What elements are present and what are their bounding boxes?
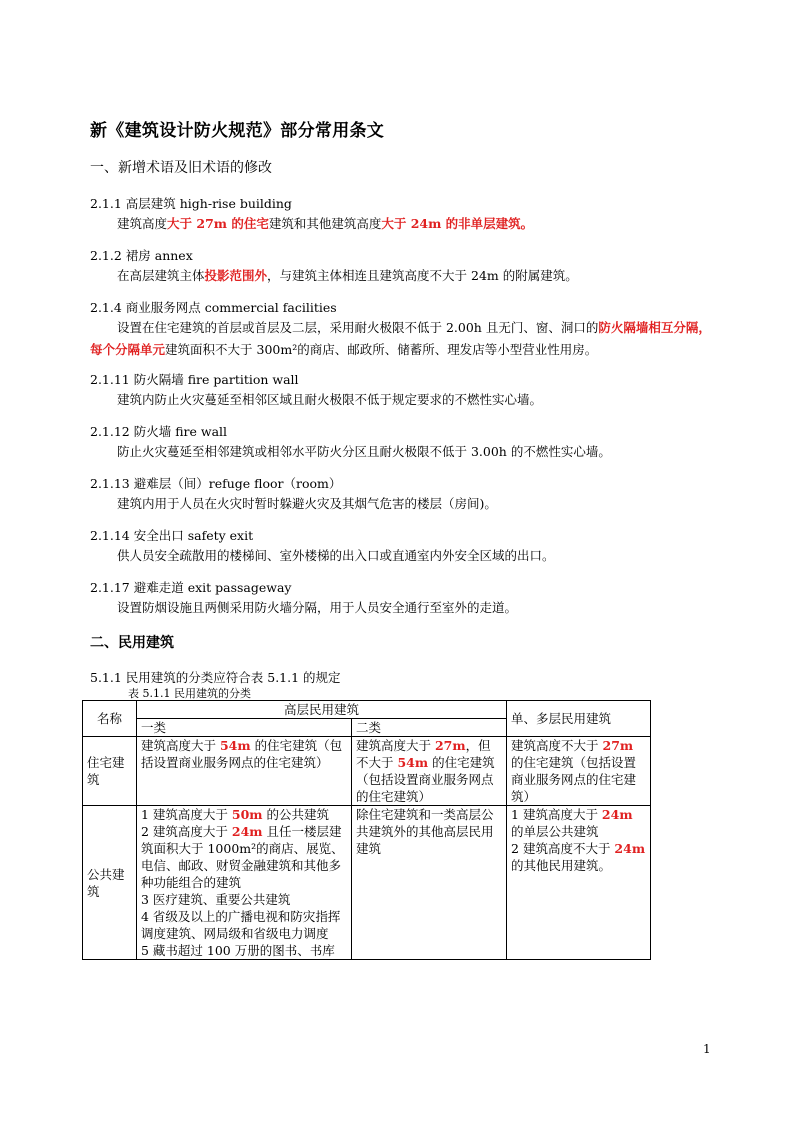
section-heading-civil-buildings: 二、民用建筑 (90, 635, 174, 651)
text-run: 设置防烟设施且两侧采用防火墙分隔，用于人员安全通行至室外的走道。 (117, 600, 518, 615)
row-name-residential: 住宅建筑 (83, 737, 137, 806)
term-heading: 2.1.1 高层建筑 high-rise building (90, 196, 292, 211)
emphasis-text: 27m (602, 738, 634, 753)
term-definition (90, 317, 720, 361)
term-heading: 2.1.13 避难层（间）refuge floor（room） (90, 476, 342, 491)
term-entry (90, 247, 720, 287)
text-run: 设置在住宅建筑的首层或首层及二层，采用耐火极限不低于 2.00h 且无门、窗、洞口的 (117, 320, 599, 335)
term-heading: 2.1.11 防火隔墙 fire partition wall (90, 372, 299, 387)
term-heading: 2.1.2 裙房 annex (90, 248, 193, 263)
cell-class1 (137, 806, 352, 960)
emphasis-text: 54m (397, 755, 429, 770)
text-run: ，与建筑主体相连且建筑高度不大于 24m 的附属建筑。 (267, 268, 578, 283)
emphasis-text: 投影范围外 (204, 268, 268, 283)
table-row (83, 737, 651, 806)
term-definition (90, 545, 720, 567)
text-run: 建筑高度大于 (356, 738, 435, 753)
table-row (83, 806, 651, 960)
text-run: 建筑内防止火灾蔓延至相邻区域且耐火极限不低于规定要求的不燃性实心墙。 (117, 392, 543, 407)
cell-line (141, 806, 347, 823)
text-run: 除住宅建筑和一类高层公共建筑外的其他高层民用建筑 (356, 807, 494, 856)
term-entry (90, 579, 720, 619)
section-heading-terms: 一、新增术语及旧术语的修改 (90, 160, 272, 176)
cell-class2 (352, 737, 507, 806)
text-run: 1 建筑高度大于 (511, 807, 602, 822)
text-run: 的公共建筑 (262, 807, 330, 822)
text-run: 建筑内用于人员在火灾时暂时躲避火灾及其烟气危害的楼层（房间)。 (117, 496, 497, 511)
term-definition (90, 389, 720, 411)
text-run: 防止火灾蔓延至相邻建筑或相邻水平防火分区且耐火极限不低于 3.00h 的不燃性实心墙。 (117, 444, 611, 459)
term-heading: 2.1.17 避难走道 exit passageway (90, 580, 292, 595)
emphasis-text: 54m (219, 738, 251, 753)
row-name-public: 公共建筑 (83, 806, 137, 960)
cell-line (141, 891, 347, 908)
classification-table (82, 700, 651, 960)
emphasis-text: 24m (231, 824, 263, 839)
page-number: 1 (703, 1042, 711, 1056)
cell-line (141, 823, 347, 891)
emphasis-text: 大于 24m 的非单层建筑。 (381, 216, 534, 231)
term-entry (90, 299, 720, 361)
cell-class1 (137, 737, 352, 806)
text-run: 供人员安全疏散用的楼梯间、室外楼梯的出入口或直通室内外安全区域的出口。 (117, 548, 555, 563)
text-run: 的住宅建筑（包括设置商业服务网点的住宅建筑） (356, 755, 495, 804)
text-run: 建筑高度 (117, 216, 168, 231)
term-definition (90, 213, 720, 235)
emphasis-text: 24m (601, 807, 633, 822)
text-run: 的住宅建筑（包括设置商业服务网点的住宅建筑） (141, 738, 343, 770)
term-entry (90, 371, 720, 411)
term-entry (90, 423, 720, 463)
text-run: 建筑高度大于 (141, 738, 220, 753)
text-run: 的住宅建筑（包括设置商业服务网点的住宅建筑） (511, 755, 637, 804)
term-definition (90, 597, 720, 619)
cell-low-multi (507, 806, 651, 960)
header-class2: 二类 (352, 719, 507, 737)
term-definition (90, 441, 720, 463)
term-definition (90, 493, 720, 515)
term-definition (90, 265, 720, 287)
term-entry (90, 527, 720, 567)
header-name: 名称 (83, 701, 137, 737)
table-caption: 表 5.1.1 民用建筑的分类 (128, 687, 251, 700)
cell-line (511, 806, 646, 840)
text-run: 且任一楼层建筑面积大于 1000m²的商店、展览、电信、邮政、财贸金融建筑和其他多种功能组合的建筑 (141, 824, 344, 890)
cell-line (141, 908, 347, 942)
cell-line (511, 840, 646, 874)
term-heading: 2.1.4 商业服务网点 commercial facilities (90, 300, 337, 315)
header-class1: 一类 (137, 719, 352, 737)
cell-low-multi (507, 737, 651, 806)
emphasis-text: 防火隔墙相互分隔，每个分隔单元 (90, 320, 711, 357)
text-run: 2 建筑高度大于 (141, 824, 232, 839)
text-run: 5 藏书超过 100 万册的图书、书库 (141, 943, 335, 958)
term-entry (90, 475, 720, 515)
header-high-rise: 高层民用建筑 (137, 701, 507, 719)
cell-line (141, 942, 347, 959)
text-run: 3 医疗建筑、重要公共建筑 (141, 892, 291, 907)
text-run: ，但不大于 (356, 738, 491, 770)
text-run: 1 建筑高度大于 (141, 807, 232, 822)
text-run: 的单层公共建筑 (511, 824, 599, 839)
text-run: 2 建筑高度不大于 (511, 841, 615, 856)
term-heading: 2.1.12 防火墙 fire wall (90, 424, 228, 439)
text-run: 在高层建筑主体 (117, 268, 205, 283)
header-low-multi: 单、多层民用建筑 (507, 701, 651, 737)
document-title: 新《建筑设计防火规范》部分常用条文 (90, 121, 385, 141)
text-run: 的其他民用建筑。 (511, 858, 612, 873)
text-run: 建筑面积不大于 300m²的商店、邮政所、储蓄所、理发店等小型营业性用房。 (165, 342, 598, 357)
term-entry (90, 195, 720, 235)
cell-class2 (352, 806, 507, 960)
table-intro: 5.1.1 民用建筑的分类应符合表 5.1.1 的规定 (90, 670, 341, 685)
emphasis-text: 24m (614, 841, 646, 856)
text-run: 建筑高度不大于 (511, 738, 603, 753)
text-run: 4 省级及以上的广播电视和防灾指挥调度建筑、网局级和省级电力调度 (141, 909, 341, 941)
term-heading: 2.1.14 安全出口 safety exit (90, 528, 254, 543)
emphasis-text: 大于 27m 的住宅 (167, 216, 269, 231)
emphasis-text: 27m (434, 738, 466, 753)
emphasis-text: 50m (231, 807, 263, 822)
text-run: 建筑和其他建筑高度 (268, 216, 382, 231)
